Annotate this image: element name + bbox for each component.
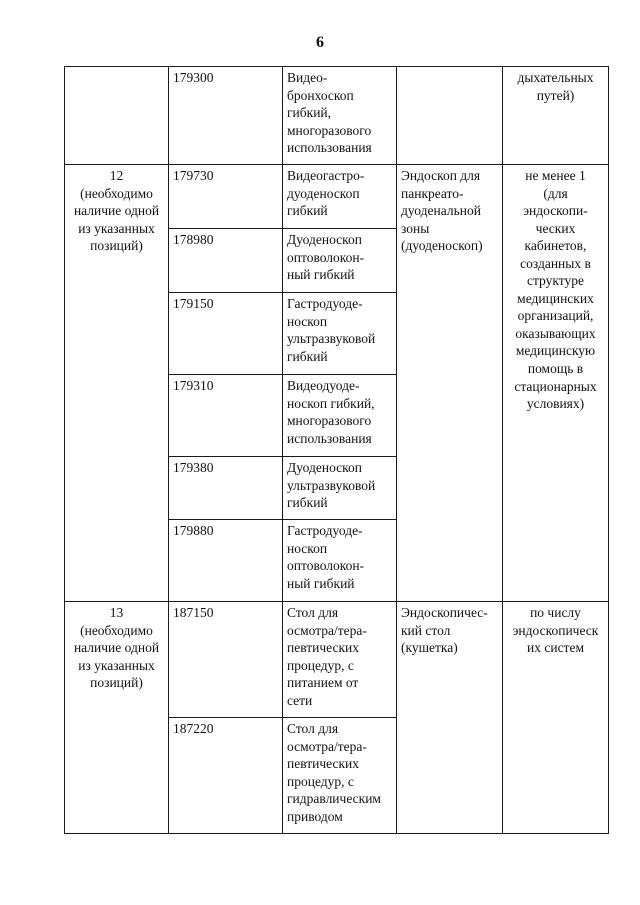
quantity-line: эндоскопическ [512, 622, 599, 638]
name-line: Видеодуоде- [287, 378, 360, 393]
name-line: сети [287, 692, 313, 708]
name-line: использования [287, 140, 372, 156]
name-cell [283, 293, 397, 375]
quantity-line: созданных в [520, 255, 591, 271]
table-row [65, 602, 609, 718]
name-line: носкоп [287, 313, 328, 329]
name-line: осмотра/тера- [287, 622, 367, 638]
name-line: певтических [287, 640, 360, 656]
name-line: гибкий, [287, 105, 332, 121]
group-number-line: из указанных [78, 657, 155, 673]
table-row [65, 165, 609, 229]
name-cell [283, 229, 397, 293]
name-line: дуоденоскоп [287, 185, 360, 201]
group-name-line: дуоденальной [401, 203, 481, 219]
code-cell: 179380 [169, 457, 283, 520]
name-line: осмотра/тера- [287, 738, 367, 754]
name-cell [283, 67, 397, 165]
name-line: питанием от [287, 675, 359, 691]
name-cell [283, 165, 397, 229]
name-line: носкоп [287, 540, 328, 556]
name-line: ультразвуковой [287, 331, 376, 347]
name-line: Гастродуоде- [287, 296, 363, 311]
code-cell: 179730 [169, 165, 283, 229]
quantity-line: дыхательных [517, 70, 594, 85]
group-name-line: Эндоскоп для [401, 168, 481, 183]
quantity-line: помощь в [527, 361, 584, 377]
name-line: ультразвуковой [287, 477, 376, 493]
group-number-line: наличие одной [73, 640, 160, 656]
quantity-line: (для [543, 185, 568, 201]
name-line: гибкий [287, 495, 328, 511]
row-number-cell [65, 67, 169, 165]
name-line: многоразового [287, 122, 372, 138]
group-name-cell [397, 602, 503, 834]
code-cell: 178980 [169, 229, 283, 293]
name-line: гибкий [287, 348, 328, 364]
group-number-line: наличие одной [73, 203, 160, 219]
quantity-line: медицинских [517, 290, 594, 306]
group-number-line: позиций) [90, 238, 143, 254]
name-line: певтических [287, 756, 360, 772]
group-name-cell [397, 67, 503, 165]
group-name-cell [397, 165, 503, 602]
code-cell: 179150 [169, 293, 283, 375]
name-line: использования [287, 430, 372, 446]
group-number-line: позиций) [90, 675, 143, 691]
group-name-line: (кушетка) [401, 640, 458, 656]
quantity-line: стационарных [514, 378, 597, 394]
name-line: ный гибкий [287, 575, 355, 591]
quantity-line: структуре [527, 273, 584, 289]
group-number-line: (необходимо [80, 185, 153, 201]
quantity-cell [503, 67, 609, 165]
quantity-line: путей) [536, 87, 575, 103]
name-cell [283, 718, 397, 834]
quantity-line: ческих [535, 220, 576, 236]
group-number-cell [65, 165, 169, 602]
code-cell: 179310 [169, 375, 283, 457]
name-line: Видео- [287, 70, 328, 85]
name-line: бронхоскоп [287, 87, 354, 103]
name-line: Дуоденоскоп [287, 460, 362, 475]
group-number-line: 13 [109, 605, 124, 620]
name-line: многоразового [287, 413, 372, 429]
name-cell [283, 457, 397, 520]
group-name-line: зоны [401, 220, 430, 236]
group-name-line: кий стол [401, 622, 451, 638]
group-number-line: 12 [109, 168, 124, 183]
name-line: Видеогастро- [287, 168, 365, 183]
group-number-cell [65, 602, 169, 834]
name-cell [283, 375, 397, 457]
name-line: оптоволокон- [287, 249, 365, 265]
code-cell: 187220 [169, 718, 283, 834]
group-name-line: Эндоскопичес- [401, 605, 488, 620]
name-cell [283, 520, 397, 602]
code-cell: 179880 [169, 520, 283, 602]
name-line: процедур, с [287, 657, 354, 673]
name-line: Гастродуоде- [287, 523, 363, 538]
name-cell [283, 602, 397, 718]
quantity-line: медицинскую [515, 343, 596, 359]
name-line: Дуоденоскоп [287, 232, 362, 247]
name-line: гидравлическим [287, 791, 381, 807]
name-line: гибкий [287, 203, 328, 219]
quantity-cell [503, 165, 609, 602]
quantity-line: оказывающих [515, 325, 596, 341]
name-line: приводом [287, 808, 343, 824]
table-row [65, 67, 609, 165]
page-number: 6 [316, 34, 324, 51]
quantity-line: эндоскопи- [523, 203, 588, 219]
name-line: Стол для [287, 721, 339, 736]
equipment-table [64, 66, 609, 834]
code-cell: 179300 [169, 67, 283, 165]
group-number-line: (необходимо [80, 622, 153, 638]
quantity-line: кабинетов, [524, 238, 587, 254]
name-line: ный гибкий [287, 267, 355, 283]
group-number-line: из указанных [78, 220, 155, 236]
quantity-line: организаций, [517, 308, 594, 324]
quantity-line: по числу [530, 605, 581, 620]
name-line: оптоволокон- [287, 558, 365, 574]
quantity-line: их систем [527, 640, 584, 656]
group-name-line: панкреато- [401, 185, 464, 201]
name-line: процедур, с [287, 773, 354, 789]
code-cell: 187150 [169, 602, 283, 718]
quantity-line: условиях) [526, 396, 585, 412]
quantity-line: не менее 1 [525, 168, 586, 183]
name-line: Стол для [287, 605, 339, 620]
group-name-line: (дуоденоскоп) [401, 238, 483, 254]
quantity-cell [503, 602, 609, 834]
name-line: носкоп гибкий, [287, 395, 375, 411]
